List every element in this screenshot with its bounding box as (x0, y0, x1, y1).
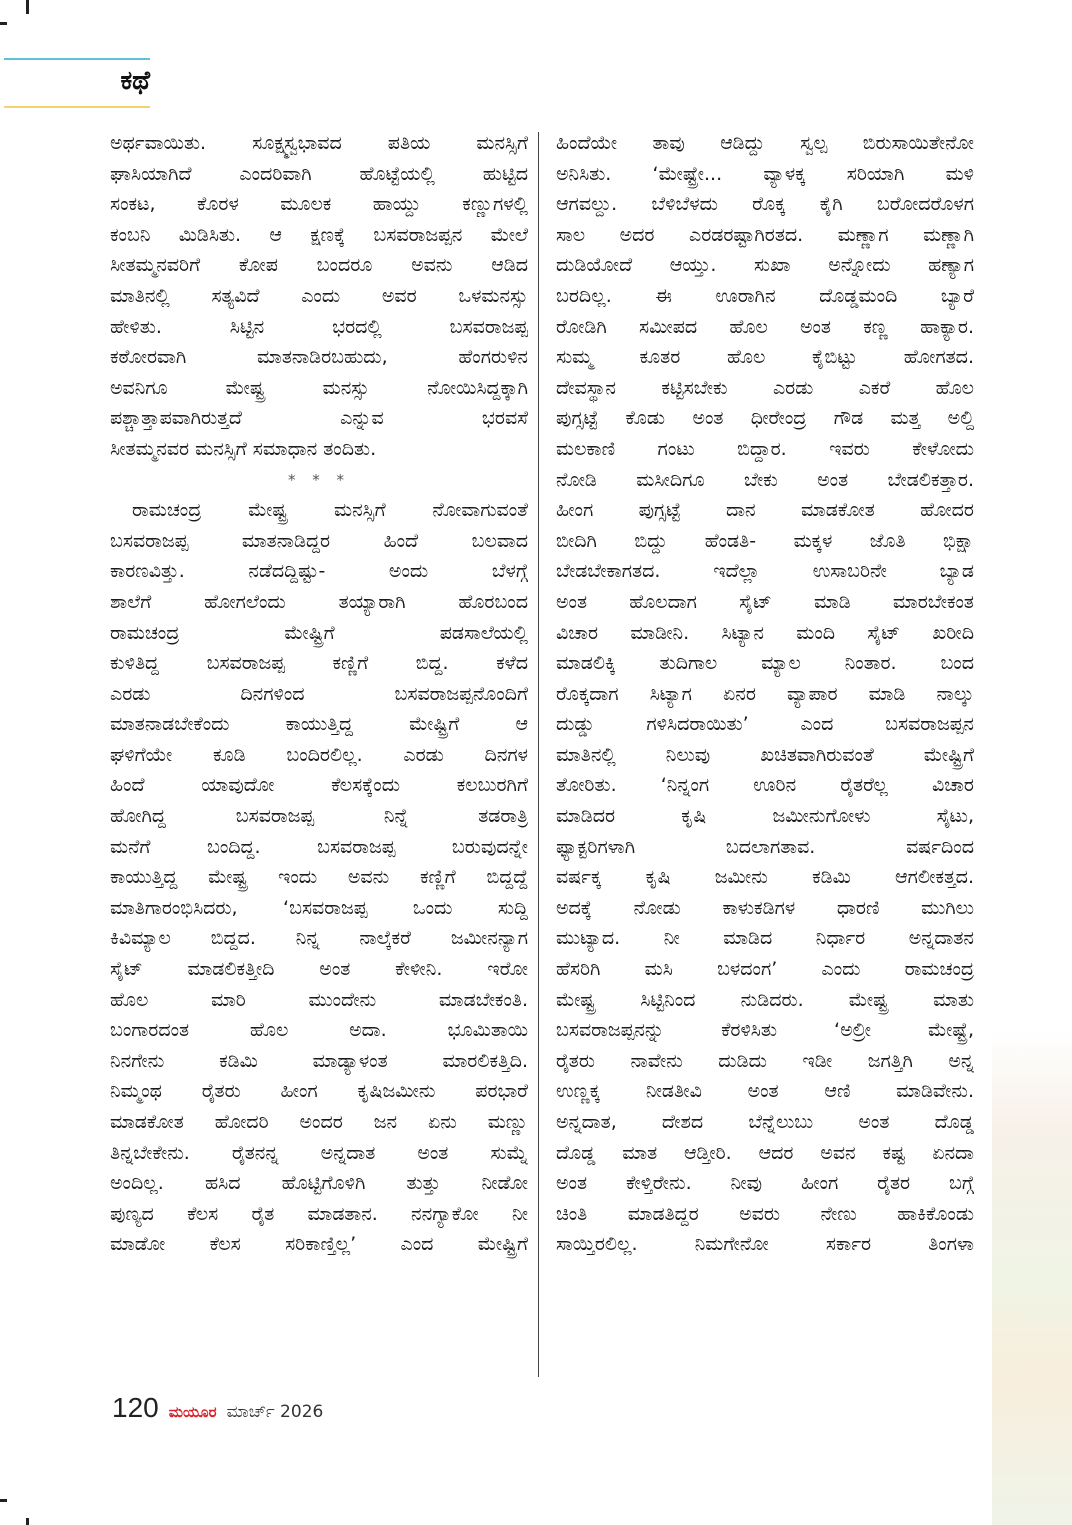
text-line: ಅನ್ನದಾತ, ದೇಶದ ಬೆನ್ನೆಲುಬು ಅಂತ ದೊಡ್ಡ (556, 1111, 974, 1133)
issue-date: ಮಾರ್ಚ್ 2026 (226, 1402, 324, 1422)
text-line: ಕಾಯುತ್ತಿದ್ದ ಮೇಷ್ಟ್ರ ಇಂದು ಅವನು ಕಣ್ಣಿಗೆ ಬಿದ್ದದ್ದೆ (110, 866, 528, 889)
page-footer (112, 1392, 323, 1424)
text-line: ಚಿಂತಿ ಮಾಡತಿದ್ದರ ಅವರು ನೇಣು ಹಾಕಿಕೊಂಡು (556, 1202, 974, 1225)
text-line: ಮನೆಗೆ ಬಂದಿದ್ದ. ಬಸವರಾಜಪ್ಪ ಬರುವುದನ್ನೇ (110, 835, 528, 858)
page-number: 120 (112, 1392, 159, 1423)
text-line: ಸಾಲ ಅದರ ಎರಡರಷ್ಟಾಗಿರತದ. ಮಣ್ಣಾಗ ಮಣ್ಣಾಗಿ (556, 223, 974, 246)
text-line: ಹೇಳಿತು. ಸಿಟ್ಟಿನ ಭರದಲ್ಲಿ ಬಸವರಾಜಪ್ಪ (110, 315, 528, 338)
text-line: ಮಾತಿನಲ್ಲಿ ನಿಲುವು ಖಚಿತವಾಗಿರುವಂತೆ ಮೇಷ್ಟ್ರಿಗೆ (556, 743, 974, 766)
crop-mark (26, 0, 29, 14)
text-line: ನಿಮ್ಮಂಥ ರೈತರು ಹೀಂಗ ಕೃಷಿಜಮೀನು ಪರಭಾರೆ (110, 1080, 528, 1103)
section-header (4, 58, 150, 108)
text-line: ಆಗವಲ್ದು. ಬೆಳಿಬೆಳದು ರೊಕ್ಕ ಕೈಗಿ ಬರೋದರೊಳಗ (556, 193, 974, 216)
text-line: ಅಂತ ಹೊಲದಾಗ ಸೈಟ್ ಮಾಡಿ ಮಾರಬೇಕಂತ (556, 590, 974, 613)
text-line: ಹಿಂದೆ ಯಾವುದೋ ಕೆಲಸಕ್ಕೆಂದು ಕಲಬುರಗಿಗೆ (110, 774, 528, 797)
text-line: ನಿನಗೇನು ಕಡಿಮಿ ಮಾಡ್ಯಾಳಂತ ಮಾರಲಿಕತ್ತಿದಿ. (110, 1049, 528, 1072)
text-line: ಹೋಗಿದ್ದ ಬಸವರಾಜಪ್ಪ ನಿನ್ನೆ ತಡರಾತ್ರಿ (110, 805, 528, 828)
column-divider (538, 132, 539, 1377)
text-line: ಮಾಡಲಿಕ್ಕಿ ತುದಿಗಾಲ ಮ್ಯಾಲ ನಿಂತಾರ. ಬಂದ (556, 652, 974, 675)
text-line: ಮಾಡಿದರ ಕೃಷಿ ಜಮೀನುಗೋಳು ಸೈಟು, (556, 805, 974, 828)
text-line: ದುಡಿಯೋದೆ ಆಯ್ತು. ಸುಖಾ ಅನ್ನೋದು ಹಣ್ಯಾಗ (556, 254, 974, 277)
text-line: ಸಂಕಟ, ಕೊರಳ ಮೂಲಕ ಹಾಯ್ದು ಕಣ್ಣುಗಳಲ್ಲಿ (110, 193, 528, 216)
text-line: ರಾಮಚಂದ್ರ ಮೇಷ್ಟ್ರಿಗೆ ಪಡಸಾಲೆಯಲ್ಲಿ (110, 621, 528, 644)
text-line: ರೊಕ್ಕದಾಗ ಸಿಟ್ಯಾಗ ಏನರ ವ್ಯಾಪಾರ ಮಾಡಿ ನಾಲ್ಕು (556, 682, 974, 705)
text-line: ಉಣ್ಣಕ್ಕ ನೀಡತೀವಿ ಅಂತ ಆಣಿ ಮಾಡಿವೇನು. (556, 1080, 974, 1103)
text-line: ಮಲಕಾಣಿ ಗಂಟು ಬಿದ್ದಾರ. ಇವರು ಕೇಳೋದು (556, 437, 974, 460)
text-line: ಹೀಂಗ ಪುಗ್ಸಟ್ಟೆ ದಾನ ಮಾಡಕೋತ ಹೋದರ (556, 499, 974, 522)
text-line: ಕಠೋರವಾಗಿ ಮಾತನಾಡಿರಬಹುದು, ಹೆಂಗರುಳಿನ (110, 346, 528, 369)
text-line: ಬಸವರಾಜಪ್ಪನನ್ನು ಕೆರಳಿಸಿತು ‘ಅಲ್ರೀ ಮೇಷ್ಟ್ರೆ, (556, 1019, 974, 1042)
text-line: ಪುಣ್ಯದ ಕೆಲಸ ರೈತ ಮಾಡತಾನ. ನನಗ್ಯಾಕೋ ನೀ (110, 1202, 528, 1225)
text-line: ಕಂಬನಿ ಮಿಡಿಸಿತು. ಆ ಕ್ಷಣಕ್ಕೆ ಬಸವರಾಜಪ್ಪನ ಮೇಲೆ (110, 223, 528, 246)
text-line: ದೇವಸ್ಥಾನ ಕಟ್ಟಿಸಬೇಕು ಎರಡು ಎಕರೆ ಹೊಲ (556, 376, 974, 399)
text-line: ಸಾಯ್ತಿರಲಿಲ್ಲ. ನಿಮಗೇನೋ ಸರ್ಕಾರ ತಿಂಗಳಾ (556, 1233, 974, 1256)
text-line: ಮಾಡೋ ಕೆಲಸ ಸರಿಕಾಣ್ತಿಲ್ಲ’ ಎಂದ ಮೇಷ್ಟ್ರಿಗೆ (110, 1233, 528, 1256)
text-line: ಮಾತಿನಲ್ಲಿ ಸತ್ಯವಿದೆ ಎಂದು ಅವರ ಒಳಮನಸ್ಸು (110, 284, 528, 307)
text-line: ಸುಮ್ಮ ಕೂತರ ಹೊಲ ಕೈಬಿಟ್ಟು ಹೋಗತದ. (556, 346, 974, 369)
text-line: ಫ್ಯಾಕ್ಟರಿಗಳಾಗಿ ಬದಲಾಗತಾವ. ವರ್ಷದಿಂದ (556, 835, 974, 858)
text-line: ಸೀತಮ್ಮನವರ ಮನಸ್ಸಿಗೆ ಸಮಾಧಾನ ತಂದಿತು. (110, 437, 377, 460)
decorative-flower-image (992, 1030, 1072, 1525)
text-line: ಪಶ್ಚಾತ್ತಾಪವಾಗಿರುತ್ತದೆ ಎನ್ನುವ ಭರವಸೆ (110, 407, 528, 430)
text-line: ಕಿವಿಮ್ಯಾಲ ಬಿದ್ದದ. ನಿನ್ನ ನಾಲ್ಕೆಕರೆ ಜಮೀನನ್ಯಾಗ (110, 927, 528, 950)
text-line: ಅರ್ಥವಾಯಿತು. ಸೂಕ್ಷ್ಮಸ್ವಭಾವದ ಪತಿಯ ಮನಸ್ಸಿಗೆ (110, 132, 528, 154)
text-line: ಮಾತನಾಡಬೇಕೆಂದು ಕಾಯುತ್ತಿದ್ದ ಮೇಷ್ಟ್ರಿಗೆ ಆ (110, 713, 528, 736)
article-column-left (110, 128, 528, 1260)
text-line: ಅನಿಸಿತು. ‘ಮೇಷ್ಟ್ರೇ... ವ್ಯಾಳಕ್ಕ ಸರಿಯಾಗಿ ಮಳಿ (556, 162, 974, 185)
article-column-right (556, 128, 974, 1260)
text-line: ಮಾತಿಗಾರಂಭಿಸಿದರು, ‘ಬಸವರಾಜಪ್ಪ ಒಂದು ಸುದ್ದಿ (110, 896, 528, 919)
text-line: ಘಾಸಿಯಾಗಿದೆ ಎಂದರಿವಾಗಿ ಹೊಟ್ಟೆಯಲ್ಲಿ ಹುಟ್ಟಿದ (110, 162, 528, 185)
text-line: ತಿನ್ನಬೇಕೇನು. ರೈತನನ್ನ ಅನ್ನದಾತ ಅಂತ ಸುಮ್ನೆ (110, 1141, 528, 1164)
text-line: ಬಸವರಾಜಪ್ಪ ಮಾತನಾಡಿದ್ದರ ಹಿಂದೆ ಬಲವಾದ (110, 529, 528, 552)
text-line: ದೊಡ್ಡ ಮಾತ ಆಡ್ತೀರಿ. ಆದರ ಅವನ ಕಷ್ಟ ಏನದಾ (556, 1141, 974, 1164)
text-line: ಮುಟ್ಯಾದ. ನೀ ಮಾಡಿದ ನಿರ್ಧಾರ ಅನ್ನದಾತನ (556, 927, 974, 950)
text-line: ಹಿಂದೆಯೇ ತಾವು ಆಡಿದ್ದು ಸ್ವಲ್ಪ ಬಿರುಸಾಯಿತೇನೋ (556, 132, 974, 154)
text-line: ಅಂದಿಲ್ಲ. ಹಸಿದ ಹೊಟ್ಟಿಗೊಳಿಗಿ ತುತ್ತು ನೀಡೋ (110, 1172, 528, 1195)
text-line: ವಿಚಾರ ಮಾಡೀನಿ. ಸಿಟ್ಯಾನ ಮಂದಿ ಸೈಟ್ ಖರೀದಿ (556, 621, 974, 644)
text-line: ಕುಳಿತಿದ್ದ ಬಸವರಾಜಪ್ಪ ಕಣ್ಣಿಗೆ ಬಿದ್ದ. ಕಳೆದ (110, 652, 528, 675)
text-line: ಘಳಿಗೆಯೇ ಕೂಡಿ ಬಂದಿರಲಿಲ್ಲ. ಎರಡು ದಿನಗಳ (110, 743, 528, 766)
text-line: ಅಂತ ಕೇಳ್ತಿರೇನು. ನೀವು ಹೀಂಗ ರೈತರ ಬಗ್ಗೆ (556, 1172, 974, 1195)
text-line: ಎರಡು ದಿನಗಳಿಂದ ಬಸವರಾಜಪ್ಪನೊಂದಿಗೆ (110, 682, 528, 705)
text-line: ಕಾರಣವಿತ್ತು. ನಡೆದದ್ದಿಷ್ಟು- ಅಂದು ಬೆಳಗ್ಗೆ (110, 560, 528, 583)
text-line: ಹೊಲ ಮಾರಿ ಮುಂದೇನು ಮಾಡಬೇಕಂತಿ. (110, 988, 528, 1011)
text-line: ತೋರಿತು. ‘ನಿನ್ನಂಗ ಊರಿನ ರೈತರೆಲ್ಲ ವಿಚಾರ (556, 774, 974, 797)
text-line: ಬೀದಿಗಿ ಬಿದ್ದು ಹೆಂಡತಿ- ಮಕ್ಕಳ ಜೊತಿ ಭಿಕ್ಷಾ (556, 529, 974, 552)
text-line: ಅವನಿಗೂ ಮೇಷ್ಟ್ರ ಮನಸ್ಸು ನೋಯಿಸಿದ್ದಕ್ಕಾಗಿ (110, 376, 528, 399)
text-line: ನೋಡಿ ಮಸೀದಿಗೂ ಬೇಕು ಅಂತ ಬೇಡಲಿಕತ್ತಾರ. (556, 468, 974, 491)
header-rule-top (4, 58, 150, 60)
text-line: ಮಾಡಕೋತ ಹೋದರಿ ಅಂದರ ಜನ ಏನು ಮಣ್ಣು (110, 1111, 528, 1133)
text-line: ವರ್ಷಕ್ಕ ಕೃಷಿ ಜಮೀನು ಕಡಿಮಿ ಆಗಲೀಕತ್ತದ. (556, 866, 974, 889)
text-line: ರೋಡಿಗಿ ಸಮೀಪದ ಹೊಲ ಅಂತ ಕಣ್ಣ ಹಾಕ್ಯಾರ. (556, 315, 974, 338)
text-line: ಮೇಷ್ಟ್ರ ಸಿಟ್ಟಿನಿಂದ ನುಡಿದರು. ಮೇಷ್ಟ್ರ ಮಾತು (556, 988, 974, 1011)
text-line: ಬಂಗಾರದಂತ ಹೊಲ ಅದಾ. ಭೂಮಿತಾಯಿ (110, 1019, 528, 1042)
section-title: ಕಥೆ (120, 66, 150, 96)
header-rule-bottom (4, 106, 150, 108)
text-line: ಪುಗ್ಸಟ್ಟೆ ಕೊಡು ಅಂತ ಧೀರೇಂದ್ರ ಗೌಡ ಮತ್ತ ಅಲ್ದಿ (556, 407, 974, 430)
text-line: ಬೇಡಬೇಕಾಗತದ. ಇದೆಲ್ಲಾ ಉಸಾಬರಿನೇ ಬ್ಯಾಡ (556, 560, 974, 583)
section-break: * * * (287, 470, 351, 489)
text-line: ಶಾಲೆಗೆ ಹೋಗಲೆಂದು ತಯ್ಯಾರಾಗಿ ಹೊರಬಂದ (110, 590, 528, 613)
magazine-logo: ಮಯೂರ (168, 1403, 217, 1421)
text-line: ಅದಕ್ಕೆ ನೋಡು ಕಾಳುಕಡಿಗಳ ಧಾರಣಿ ಮುಗಿಲು (556, 896, 974, 919)
text-line: ದುಡ್ಡು ಗಳಿಸಿದರಾಯಿತು’ ಎಂದ ಬಸವರಾಜಪ್ಪನ (556, 713, 974, 736)
crop-mark (26, 1518, 29, 1525)
text-line: ರೈತರು ನಾವೇನು ದುಡಿದು ಇಡೀ ಜಗತ್ತಿಗಿ ಅನ್ನ (556, 1049, 974, 1072)
text-line: ಬರದಿಲ್ಲ. ಈ ಊರಾಗಿನ ದೊಡ್ಡಮಂದಿ ಬ್ಯಾರೆ (556, 284, 974, 307)
text-line: ರಾಮಚಂದ್ರ ಮೇಷ್ಟ್ರ ಮನಸ್ಸಿಗೆ ನೋವಾಗುವಂತೆ (132, 499, 528, 522)
crop-mark (0, 22, 7, 25)
text-line: ಸೀತಮ್ಮನವರಿಗೆ ಕೋಪ ಬಂದರೂ ಅವನು ಆಡಿದ (110, 254, 528, 277)
text-line: ಹೆಸರಿಗಿ ಮಸಿ ಬಳದಂಗ’ ಎಂದು ರಾಮಚಂದ್ರ (556, 958, 974, 981)
crop-mark (0, 1499, 7, 1502)
text-line: ಸೈಟ್ ಮಾಡಲಿಕತ್ತೀದಿ ಅಂತ ಕೇಳೀನಿ. ಇರೋ (110, 958, 528, 981)
